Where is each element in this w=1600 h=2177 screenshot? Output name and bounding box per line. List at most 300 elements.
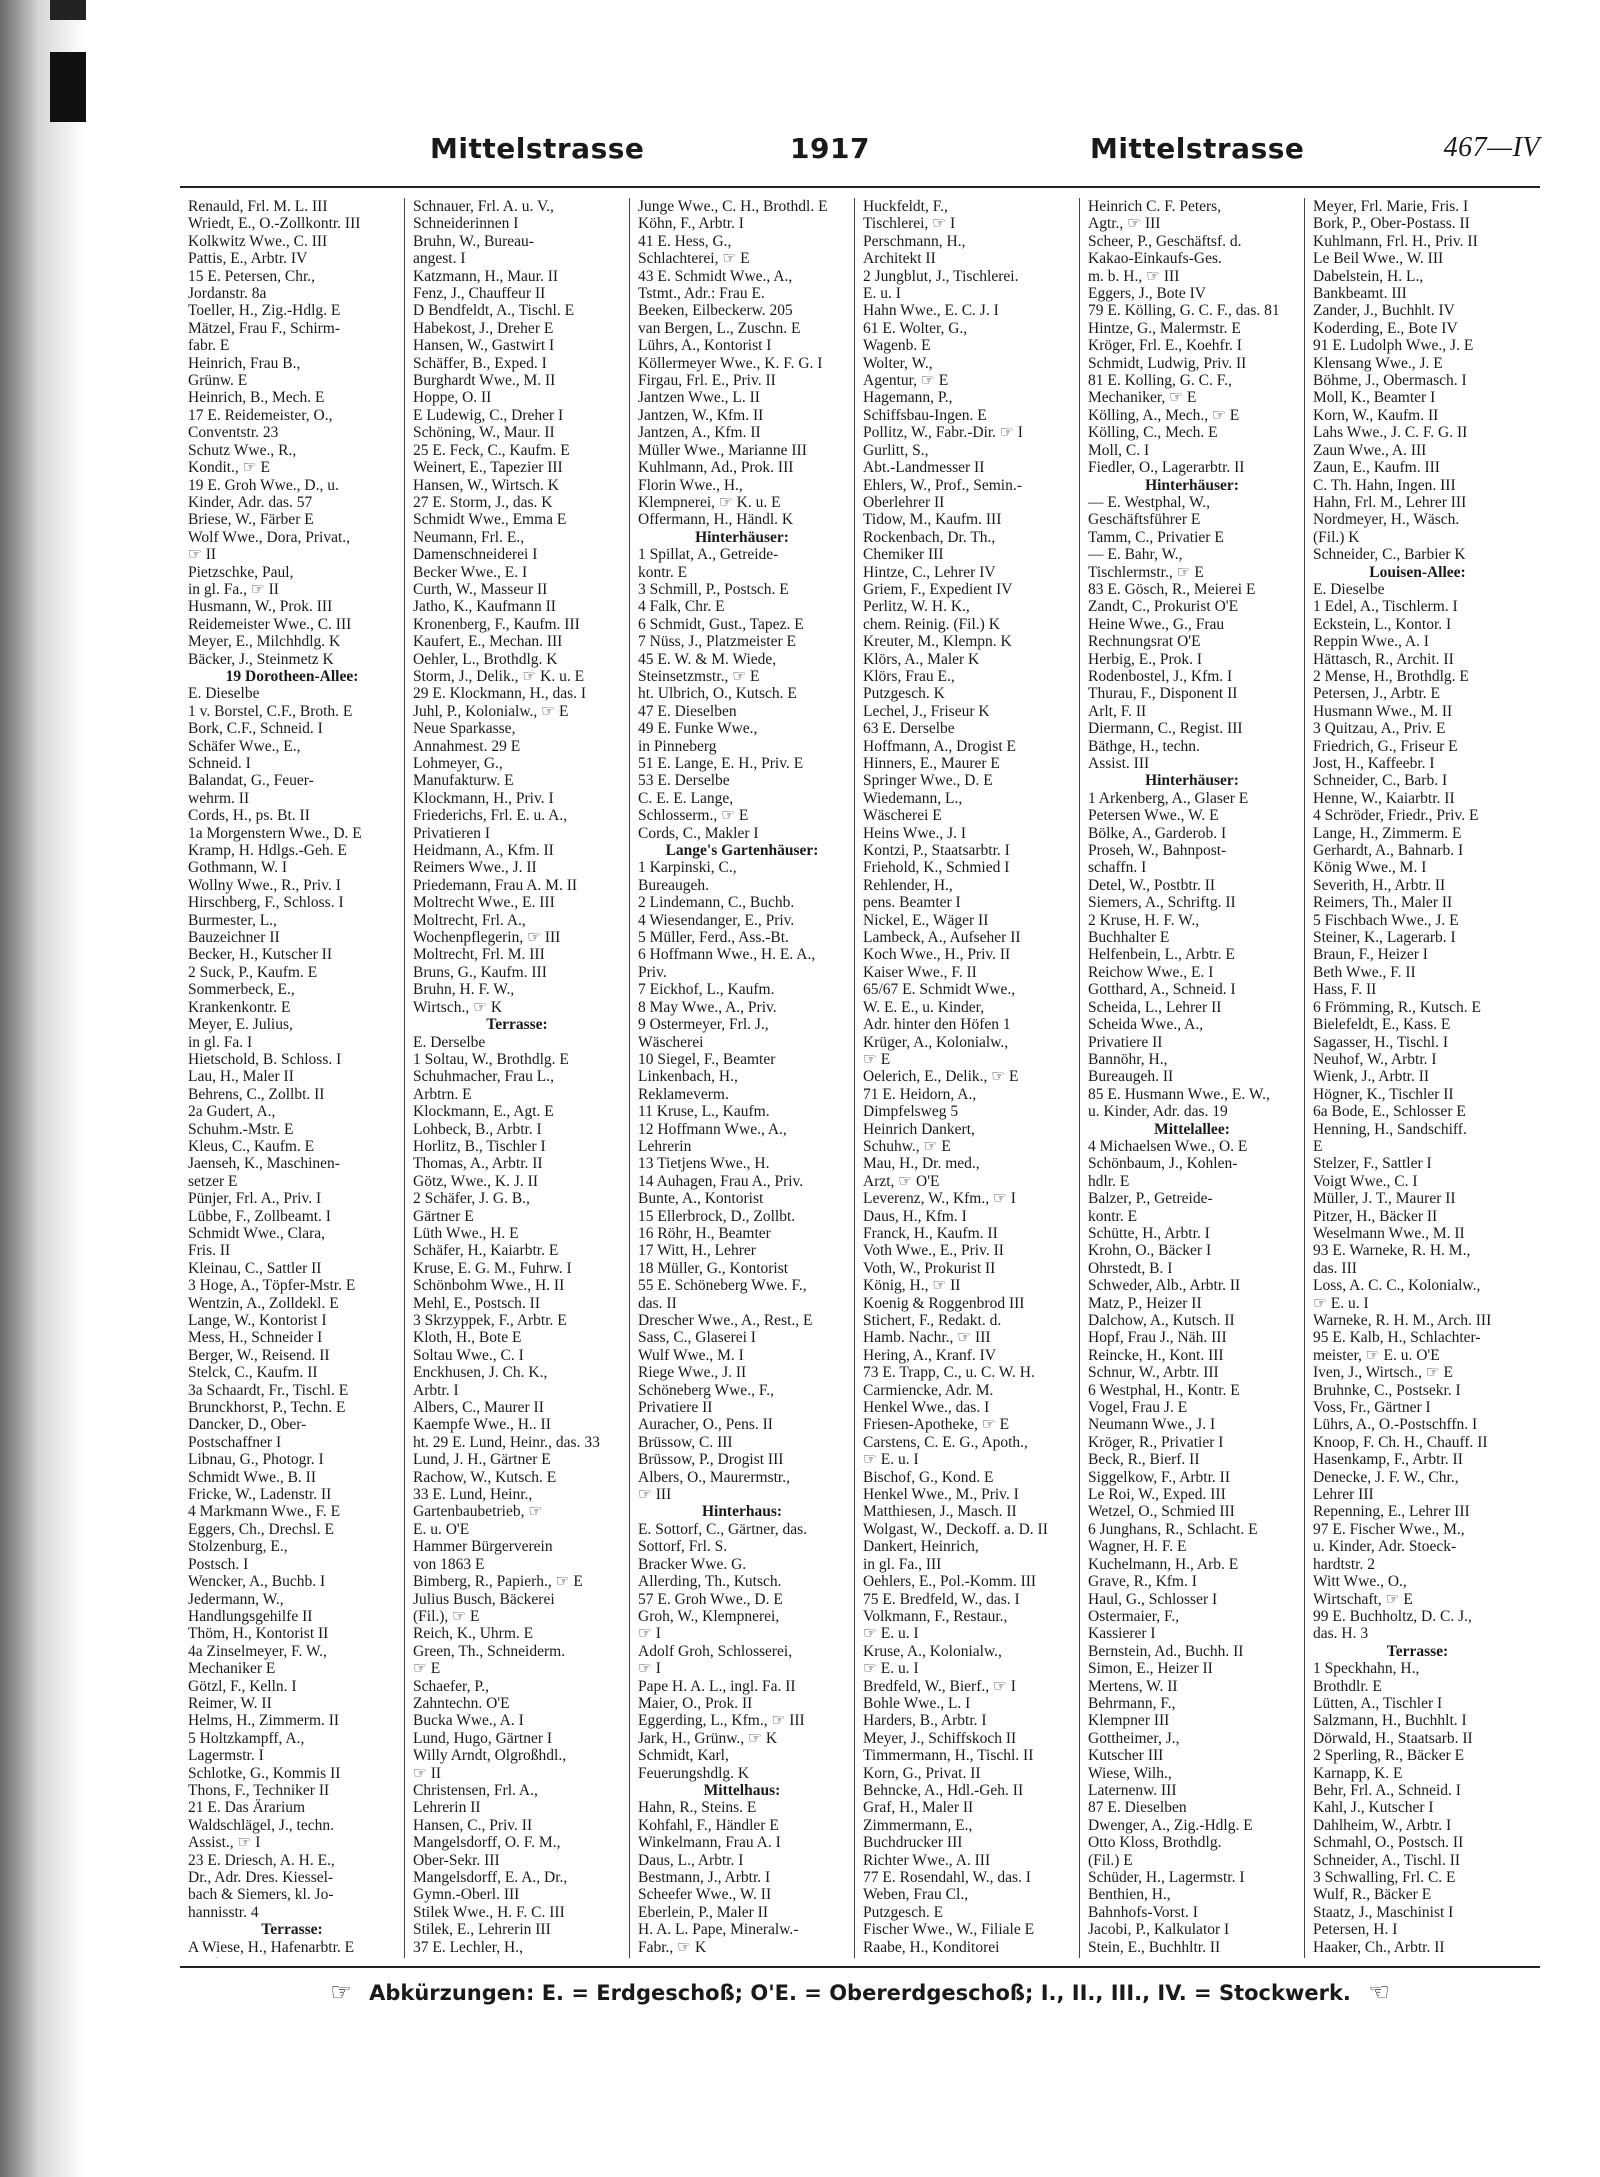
- directory-entry: chem. Reinig. (Fil.) K: [863, 615, 1000, 633]
- directory-entry: Rockenbach, Dr. Th.,: [863, 528, 996, 546]
- directory-entry: von 1863 E: [413, 1555, 485, 1573]
- directory-entry: König, H., ☞ II: [863, 1277, 961, 1295]
- directory-entry: Wencker, A., Buchb. I: [188, 1573, 326, 1591]
- directory-entry: 37 E. Lechler, H.,: [413, 1938, 523, 1956]
- directory-entry: Conventstr. 23: [188, 424, 279, 442]
- directory-entry: Architekt II: [863, 250, 936, 268]
- column-4: [855, 198, 1080, 1958]
- directory-entry: Jantzen Wwe., L. II: [638, 389, 760, 407]
- directory-entry: Briese, W., Färber E: [188, 511, 314, 529]
- directory-entry: 1 v. Borstel, C.F., Broth. E: [188, 702, 353, 720]
- directory-entry: Hietschold, B. Schloss. I: [188, 1050, 342, 1068]
- directory-entry: Schaefer, P.,: [413, 1677, 489, 1695]
- directory-entry: Kronenberg, F., Kaufm. III: [413, 615, 580, 633]
- directory-entry: 27 E. Storm, J., das. K: [413, 493, 553, 511]
- directory-entry: Voss, Fr., Gärtner I: [1313, 1399, 1431, 1417]
- directory-entry: Eckstein, L., Kontor. I: [1313, 615, 1452, 633]
- directory-entry: Volkmann, F., Restaur.,: [863, 1607, 1008, 1625]
- directory-entry: Matthiesen, J., Masch. II: [863, 1503, 1017, 1521]
- directory-entry: Kohfahl, F., Händler E: [638, 1816, 779, 1834]
- directory-entry: Balzer, P., Getreide-: [1088, 1190, 1213, 1208]
- page-binding-edge: [0, 0, 86, 2177]
- directory-entry: Brüssow, C. III: [638, 1433, 733, 1451]
- directory-entry: Fischer Wwe., W., Filiale E: [863, 1921, 1035, 1939]
- directory-entry: 3a Schaardt, Fr., Tischl. E: [188, 1381, 349, 1399]
- directory-entry: Mechaniker, ☞ E: [1088, 389, 1197, 407]
- directory-entry: E. Dieselbe: [1313, 580, 1385, 598]
- directory-page: [180, 120, 1540, 2060]
- directory-entry: Steinsetzmstr., ☞ E: [638, 667, 760, 685]
- directory-entry: Linkenbach, H.,: [638, 1068, 738, 1086]
- directory-entry: Le Roi, W., Exped. III: [1088, 1486, 1226, 1504]
- directory-entry: Wriedt, E., O.-Zollkontr. III: [188, 215, 361, 233]
- directory-entry: Schneid. I: [188, 755, 251, 772]
- directory-entry: Zahntechn. O'E: [413, 1694, 510, 1712]
- directory-entry: — E. Westphal, W.,: [1088, 493, 1211, 511]
- directory-entry: Maier, O., Prok. II: [638, 1694, 753, 1712]
- directory-entry: Thöm, H., Kontorist II: [188, 1625, 329, 1643]
- directory-entry: Cords, H., ps. Bt. II: [188, 807, 310, 825]
- directory-entry: Assist., ☞ I: [188, 1834, 261, 1852]
- directory-entry: Fenz, J., Chauffeur II: [413, 285, 546, 303]
- directory-entry: Henkel Wwe., M., Priv. I: [863, 1486, 1019, 1504]
- directory-entry: 87 E. Dieselben: [1088, 1799, 1187, 1817]
- directory-entry: Bischof, G., Kond. E: [863, 1468, 994, 1486]
- directory-entry: 9 Ostermeyer, Frl. J.,: [638, 1016, 769, 1034]
- directory-entry: 1 Edel, A., Tischlerm. I: [1313, 598, 1458, 616]
- directory-entry: Siggelkow, F., Arbtr. II: [1088, 1468, 1230, 1486]
- directory-entry: Schäffer, B., Exped. I: [413, 354, 547, 372]
- directory-entry: 2 Suck, P., Kaufm. E: [188, 963, 318, 981]
- directory-entry: Adr. hinter den Höfen 1: [863, 1016, 1011, 1034]
- directory-entry: [1088, 1956, 1296, 1958]
- directory-entry: Jantzen, W., Kfm. II: [638, 406, 764, 424]
- directory-entry: Firgau, Frl. E., Priv. II: [638, 372, 776, 390]
- directory-entry: Franck, H., Kaufm. II: [863, 1224, 998, 1242]
- directory-entry: Wirtsch., ☞ K: [413, 998, 503, 1016]
- directory-entry: m. b. H., ☞ III: [1088, 267, 1180, 285]
- directory-entry: 17 Witt, H., Lehrer: [638, 1242, 756, 1260]
- directory-entry: Hansen, W., Gastwirt I: [413, 337, 555, 355]
- directory-entry: Junge Wwe., C. H., Brothdl. E: [638, 198, 828, 215]
- directory-entry: Köllermeyer Wwe., K. F. G. I: [638, 354, 823, 372]
- directory-entry: Gottheimer, J.,: [1088, 1729, 1180, 1747]
- directory-entry: Reimers, Th., Maler II: [1313, 894, 1453, 912]
- directory-entry: Voth Wwe., E., Priv. II: [863, 1242, 1004, 1260]
- directory-entry: Buchhalter E: [1088, 929, 1170, 947]
- directory-entry: Bureaugeh.: [638, 876, 710, 894]
- directory-entry: Kaiser Wwe., F. II: [863, 963, 977, 981]
- directory-entry: Gartenbaubetrieb, ☞: [413, 1503, 543, 1521]
- directory-entry: ht. 29 E. Lund, Heinr., das. 33: [413, 1433, 600, 1451]
- directory-entry: Rodenbostel, J., Kfm. I: [1088, 667, 1233, 685]
- directory-entry: Stein, E., Buchhltr. II: [1088, 1938, 1221, 1956]
- directory-entry: 55 E. Schöneberg Wwe. F.,: [638, 1277, 807, 1295]
- directory-entry: Lohbeck, B., Arbtr. I: [413, 1120, 542, 1138]
- directory-entry: 99 E. Buchholtz, D. C. J.,: [1313, 1607, 1472, 1625]
- directory-entry: Lehrer III: [1313, 1486, 1374, 1504]
- directory-entry: Heinrich, B., Mech. E: [188, 389, 325, 407]
- directory-entry: Schlosserm., ☞ E: [638, 807, 749, 825]
- directory-entry: 1 Soltau, W., Brothdlg. E: [413, 1050, 569, 1068]
- directory-entry: ht. Ulbrich, O., Kutsch. E: [638, 685, 797, 703]
- directory-entry: Terrasse:: [486, 1016, 548, 1034]
- directory-entry: meister, ☞ E. u. O'E: [1313, 1346, 1440, 1364]
- directory-entry: Haaker, Ch., Arbtr. II: [1313, 1938, 1445, 1956]
- directory-entry: 15 Ellerbrock, D., Zollbt.: [638, 1207, 796, 1225]
- directory-entry: Storm, J., Delik., ☞ K. u. E: [413, 667, 585, 685]
- directory-entry: [188, 1956, 396, 1958]
- directory-entry: 2a Gudert, A.,: [188, 1103, 276, 1121]
- directory-entry: Kaufert, E., Mechan. III: [413, 633, 563, 651]
- directory-entry: Juhl, P., Kolonialw., ☞ E: [413, 702, 569, 720]
- directory-entry: Dahlheim, W., Arbtr. I: [1313, 1816, 1452, 1834]
- directory-entry: in gl. Fa., III: [863, 1555, 942, 1573]
- directory-entry: Klockmann, H., Priv. I: [413, 789, 554, 807]
- directory-entry: Jaenseh, K., Maschinen-: [188, 1155, 340, 1173]
- directory-entry: 95 E. Kalb, H., Schlachter-: [1313, 1329, 1481, 1347]
- directory-entry: Kleus, C., Kaufm. E: [188, 1137, 315, 1155]
- directory-entry: 3 Hoge, A., Töpfer-Mstr. E: [188, 1277, 356, 1295]
- abbreviations-text: Abkürzungen: E. = Erdgeschoß; O'E. = Obererdgeschoß; I., II., III., IV. = Stockwerk.: [369, 1981, 1351, 2005]
- directory-entry: Heinrich C. F. Peters,: [1088, 198, 1222, 215]
- directory-entry: Jost, H., Kaffeebr. I: [1313, 755, 1435, 772]
- directory-entry: Eggerding, L., Kfm., ☞ III: [638, 1712, 805, 1730]
- directory-entry: Bimberg, R., Papierh., ☞ E: [413, 1573, 583, 1591]
- directory-entry: Beck, R., Bierf. II: [1088, 1451, 1200, 1469]
- directory-entry: 17 E. Reidemeister, O.,: [188, 406, 333, 424]
- directory-entry: 77 E. Rosendahl, W., das. I: [863, 1869, 1031, 1886]
- directory-entry: 1a Morgenstern Wwe., D. E: [188, 824, 362, 842]
- directory-entry: Katzmann, H., Maur. II: [413, 267, 559, 285]
- directory-entry: Wirtschaft, ☞ E: [1313, 1590, 1413, 1608]
- directory-entry: Repenning, E., Lehrer III: [1313, 1503, 1470, 1521]
- directory-entry: Schönbaum, J., Kohlen-: [1088, 1155, 1238, 1173]
- directory-entry: Koch Wwe., H., Priv. II: [863, 946, 1011, 964]
- directory-entry: das. III: [1313, 1259, 1357, 1277]
- directory-entry: E. Dieselbe: [188, 685, 260, 703]
- directory-entry: Stilek, E., Lehrerin III: [413, 1921, 551, 1939]
- directory-entry: H. A. L. Pape, Mineralw.-: [638, 1921, 799, 1939]
- directory-entry: 29 E. Klockmann, H., das. I: [413, 685, 587, 703]
- directory-entry: Bruhnke, C., Postsekr. I: [1313, 1381, 1461, 1399]
- directory-entry: Schuhmacher, Frau L.,: [413, 1068, 554, 1086]
- directory-entry: Lund, J. H., Gärtner E: [413, 1451, 551, 1469]
- directory-entry: Beeken, Eilbeckerw. 205: [638, 302, 793, 320]
- directory-entry: Priedemann, Frau A. M. II: [413, 876, 578, 894]
- directory-entry: Oehlers, E., Pol.-Komm. III: [863, 1573, 1037, 1591]
- directory-entry: schaffn. I: [1088, 859, 1147, 877]
- directory-entry: Oehler, L., Brothdlg. K: [413, 650, 558, 668]
- binding-mark: [50, 52, 86, 122]
- directory-entry: Postsch. I: [188, 1555, 249, 1573]
- directory-entry: 57 E. Groh Wwe., D. E: [638, 1590, 783, 1608]
- directory-entry: Klensang Wwe., J. E: [1313, 354, 1443, 372]
- directory-entry: Hirschberg, F., Schloss. I: [188, 894, 344, 912]
- directory-entry: Pattis, E., Arbtr. IV: [188, 250, 308, 268]
- directory-entry: Gymn.-Oberl. III: [413, 1886, 520, 1904]
- directory-entry: [863, 1956, 1071, 1958]
- directory-entry: Toeller, H., Zig.-Hdlg. E: [188, 302, 341, 320]
- directory-entry: Scheer, P., Geschäftsf. d.: [1088, 232, 1242, 250]
- directory-entry: Pietzschke, Paul,: [188, 563, 294, 581]
- directory-entry: Privatiere II: [1088, 1033, 1163, 1051]
- directory-entry: Green, Th., Schneiderm.: [413, 1642, 566, 1660]
- directory-entry: Dwenger, A., Zig.-Hdlg. E: [1088, 1816, 1253, 1834]
- directory-entry: 6 Westphal, H., Kontr. E: [1088, 1381, 1240, 1399]
- directory-entry: Laternenw. III: [1088, 1781, 1177, 1799]
- directory-entry: Wagner, H. F. E: [1088, 1538, 1187, 1556]
- year-title: 1917: [790, 132, 870, 165]
- directory-entry: Jacobi, P., Kalkulator I: [1088, 1921, 1230, 1939]
- directory-entry: 4 Falk, Chr. E: [638, 598, 725, 616]
- directory-entry: Wochenpflegerin, ☞ III: [413, 929, 561, 947]
- directory-entry: Neuhof, W., Arbtr. I: [1313, 1050, 1437, 1068]
- directory-entry: Hintze, G., Malermstr. E: [1088, 319, 1241, 337]
- directory-entry: Heidmann, A., Kfm. II: [413, 842, 554, 860]
- column-5: [1080, 198, 1305, 1958]
- directory-entry: Horlitz, B., Tischler I: [413, 1137, 546, 1155]
- directory-entry: Friederichs, Frl. E. u. A.,: [413, 807, 568, 825]
- directory-entry: 47 E. Dieselben: [638, 702, 737, 720]
- directory-entry: das. H. 3: [1313, 1625, 1369, 1643]
- directory-entry: Bork, C.F., Schneid. I: [188, 720, 323, 738]
- directory-entry: Huckfeldt, F.,: [863, 198, 948, 215]
- directory-entry: — E. Bahr, W.,: [1088, 546, 1183, 564]
- directory-entry: 19 Dorotheen-Allee:: [225, 667, 359, 685]
- directory-entry: Friedrich, G., Friseur E: [1313, 737, 1458, 755]
- directory-entry: Kramp, H. Hdlgs.-Geh. E: [188, 842, 347, 860]
- directory-entry: Lagermstr. I: [188, 1747, 264, 1765]
- pointing-hand-icon: ☞: [330, 1978, 352, 2006]
- directory-entry: Staatz, J., Maschinist I: [1313, 1903, 1454, 1921]
- directory-entry: Denecke, J. F. W., Chr.,: [1313, 1468, 1459, 1486]
- directory-entry: 12 Hoffmann Wwe., A.,: [638, 1120, 787, 1138]
- directory-entry: ☞ II: [188, 546, 217, 564]
- directory-entry: Tstmt., Adr.: Frau E.: [638, 285, 765, 303]
- directory-entry: van Bergen, L., Zuschn. E: [638, 319, 801, 337]
- directory-entry: Burmester, L.,: [188, 911, 277, 929]
- directory-entry: [638, 1956, 846, 1958]
- directory-entry: Gärtner E: [413, 1207, 474, 1225]
- directory-entry: kontr. E: [1088, 1207, 1138, 1225]
- directory-entry: 7 Eickhof, L., Kaufm.: [638, 981, 775, 999]
- directory-entry: Kölling, C., Mech. E: [1088, 424, 1218, 442]
- directory-entry: Hinterhäuser:: [695, 528, 789, 546]
- directory-entry: Mess, H., Schneider I: [188, 1329, 323, 1347]
- directory-entry: Weben, Frau Cl.,: [863, 1886, 969, 1904]
- directory-entry: Meyer, E. Julius,: [188, 1016, 293, 1034]
- directory-entry: 97 E. Fischer Wwe., M.,: [1313, 1520, 1465, 1538]
- directory-entry: 33 E. Lund, Heinr.,: [413, 1486, 533, 1504]
- directory-entry: C. Th. Hahn, Ingen. III: [1313, 476, 1456, 494]
- directory-entry: 8 May Wwe., A., Priv.: [638, 998, 777, 1016]
- directory-entry: Carmiencke, Adr. M.: [863, 1381, 994, 1399]
- footer-rule: [180, 1966, 1540, 1968]
- directory-entry: 21 E. Das Ärarium: [188, 1799, 306, 1817]
- directory-entry: Kaempfe Wwe., H.. II: [413, 1416, 551, 1434]
- directory-entry: Klempnerei, ☞ K. u. E: [638, 493, 781, 511]
- directory-entry: Bork, P., Ober-Postass. II: [1313, 215, 1470, 233]
- directory-entry: Simon, E., Heizer II: [1088, 1660, 1213, 1678]
- directory-entry: 4 Wiesendanger, E., Priv.: [638, 911, 795, 929]
- directory-entry: Koderding, E., Bote IV: [1313, 319, 1458, 337]
- directory-entry: Gurlitt, S.,: [863, 441, 929, 459]
- directory-entry: Mertens, W. II: [1088, 1677, 1178, 1695]
- directory-entry: Diermann, C., Regist. III: [1088, 720, 1243, 738]
- directory-entry: Reincke, H., Kont. III: [1088, 1346, 1224, 1364]
- directory-entry: Annahmest. 29 E: [413, 737, 521, 755]
- directory-entry: Lehrerin II: [413, 1799, 481, 1817]
- directory-entry: Reich, K., Uhrm. E: [413, 1625, 534, 1643]
- directory-entry: Wienk, J., Arbtr. II: [1313, 1068, 1430, 1086]
- directory-entry: Ostermaier, F.,: [1088, 1607, 1180, 1625]
- directory-entry: Auracher, O., Pens. II: [638, 1416, 773, 1434]
- directory-entry: Lüth Wwe., H. E: [413, 1224, 519, 1242]
- directory-entry: Oelerich, E., Delik., ☞ E: [863, 1068, 1019, 1086]
- directory-entry: Hintze, C., Lehrer IV: [863, 563, 996, 581]
- directory-entry: Bestmann, J., Arbtr. I: [638, 1869, 771, 1886]
- directory-entry: Karnapp, K. E: [1313, 1764, 1403, 1782]
- directory-entry: 3 Schwalling, Frl. C. E: [1313, 1869, 1456, 1886]
- directory-entry: pens. Beamter I: [863, 894, 961, 912]
- directory-entry: 6 Frömming, R., Kutsch. E: [1313, 998, 1481, 1016]
- directory-entry: Steiner, K., Lagerarb. I: [1313, 929, 1456, 947]
- directory-entry: Lührs, A., Kontorist I: [638, 337, 772, 355]
- directory-entry: Neumann, Frl. E.,: [413, 528, 525, 546]
- directory-entry: Priv.: [638, 963, 667, 981]
- directory-entry: Klörs, Frau E.,: [863, 667, 955, 685]
- directory-entry: Hahn Wwe., E. C. J. I: [863, 302, 999, 320]
- directory-entry: Bölke, A., Garderob. I: [1088, 824, 1227, 842]
- directory-entry: Behrmann, F.,: [1088, 1694, 1176, 1712]
- directory-entry: fabr. E: [188, 337, 230, 355]
- directory-entry: 93 E. Warneke, R. H. M.,: [1313, 1242, 1471, 1260]
- directory-entry: Hansen, C., Priv. II: [413, 1816, 533, 1834]
- page-number: 467—IV: [1443, 132, 1540, 163]
- directory-entry: Adolf Groh, Schlosserei,: [638, 1642, 793, 1660]
- directory-entry: 1 Arkenberg, A., Glaser E: [1088, 789, 1249, 807]
- directory-entry: Buchdrucker III: [863, 1834, 963, 1852]
- directory-entry: Heine Wwe., G., Frau: [1088, 615, 1225, 633]
- directory-entry: Kondit., ☞ E: [188, 459, 270, 477]
- directory-entry: Reimer, W. II: [188, 1694, 272, 1712]
- directory-entry: Weinert, E., Tapezier III: [413, 459, 563, 477]
- directory-entry: Privatieren I: [413, 824, 491, 842]
- directory-entry: Julius Busch, Bäckerei: [413, 1590, 555, 1608]
- directory-entry: Abt.-Landmesser II: [863, 459, 985, 477]
- directory-entry: Lambeck, A., Aufseher II: [863, 929, 1021, 947]
- directory-entry: Sommerbeck, E.,: [188, 981, 295, 999]
- directory-entry: 79 E. Kölling, G. C. F., das. 81: [1088, 302, 1280, 320]
- directory-entry: Terrasse:: [261, 1921, 323, 1939]
- directory-entry: ☞ E. u. I: [863, 1625, 919, 1643]
- directory-entry: Meyer, E., Milchhdlg. K: [188, 633, 341, 651]
- directory-entry: 7 Nüss, J., Platzmeister E: [638, 633, 796, 651]
- directory-entry: kontr. E: [638, 563, 688, 581]
- pointing-hand-icon: ☜: [1368, 1978, 1390, 2006]
- directory-entry: 13 Tietjens Wwe., H.: [638, 1155, 770, 1173]
- directory-entry: Wiedemann, L.,: [863, 789, 963, 807]
- directory-entry: Dankert, Heinrich,: [863, 1538, 979, 1556]
- directory-entry: Ober-Sekr. III: [413, 1851, 500, 1869]
- directory-entry: Heins Wwe., J. I: [863, 824, 967, 842]
- directory-entry: Otto Kloss, Brothdlg.: [1088, 1834, 1222, 1852]
- directory-entry: Behncke, A., Hdl.-Geh. II: [863, 1781, 1024, 1799]
- directory-entry: Burghardt Wwe., M. II: [413, 372, 556, 390]
- directory-entry: Reppin Wwe., A. I: [1313, 633, 1429, 651]
- directory-entry: Albers, O., Maurermstr.,: [638, 1468, 790, 1486]
- directory-entry: angest. I: [413, 250, 466, 268]
- directory-entry: Jedermann, W.,: [188, 1590, 284, 1608]
- directory-entry: Schäfer Wwe., E.,: [188, 737, 301, 755]
- directory-entry: Gotthard, A., Schneid. I: [1088, 981, 1236, 999]
- directory-entry: Kutscher III: [1088, 1747, 1164, 1765]
- directory-entry: Knoop, F. Ch. H., Chauff. II: [1313, 1433, 1488, 1451]
- directory-entry: ☞ E: [863, 1050, 891, 1068]
- directory-entry: Reimers Wwe., J. II: [413, 859, 537, 877]
- directory-entry: Warneke, R. H. M., Arch. III: [1313, 1312, 1492, 1329]
- directory-entry: Waldschlägel, J., techn.: [188, 1816, 334, 1834]
- directory-entry: E: [1313, 1137, 1323, 1155]
- directory-entry: Louisen-Allee:: [1369, 563, 1466, 581]
- directory-entry: Ohrstedt, B. I: [1088, 1259, 1173, 1277]
- directory-entry: Hansen, W., Wirtsch. K: [413, 476, 559, 494]
- directory-entry: Bruhn, W., Bureau-: [413, 232, 534, 250]
- directory-entry: Hoppe, O. II: [413, 389, 492, 407]
- directory-entry: Perlitz, W. H. K.,: [863, 598, 970, 616]
- directory-entry: Hinners, E., Maurer E: [863, 755, 1000, 772]
- directory-entry: Enckhusen, J. Ch. K.,: [413, 1364, 548, 1382]
- directory-entry: u. Kinder, Adr. das. 19: [1088, 1103, 1228, 1121]
- directory-entry: Schneiderinnen I: [413, 215, 519, 233]
- directory-entry: 41 E. Hess, G.,: [638, 232, 732, 250]
- directory-entry: Kleinau, C., Sattler II: [188, 1259, 322, 1277]
- directory-entry: Eggers, J., Bote IV: [1088, 285, 1206, 303]
- directory-entry: Heinrich, Frau B.,: [188, 354, 301, 372]
- directory-entry: Fabr., ☞ K: [638, 1938, 707, 1956]
- directory-entry: Loss, A. C. C., Kolonialw.,: [1313, 1277, 1481, 1295]
- directory-entry: Agentur, ☞ E: [863, 372, 949, 390]
- directory-entry: wehrm. II: [188, 789, 250, 807]
- directory-entry: Hering, A., Kranf. IV: [863, 1346, 997, 1364]
- directory-entry: Balandat, G., Feuer-: [188, 772, 314, 790]
- directory-entry: Cords, C., Makler I: [638, 824, 759, 842]
- directory-entry: Hagemann, P.,: [863, 389, 953, 407]
- directory-entry: Haul, G., Schlosser I: [1088, 1590, 1218, 1608]
- directory-entry: Bäthge, H., techn.: [1088, 737, 1200, 755]
- directory-entry: Postschaffner I: [188, 1433, 282, 1451]
- directory-entry: Nickel, E., Wäger II: [863, 911, 989, 929]
- directory-entry: König Wwe., M. I: [1313, 859, 1427, 877]
- directory-entry: Riege Wwe., J. II: [638, 1364, 747, 1382]
- directory-entry: Schütte, H., Arbtr. I: [1088, 1224, 1210, 1242]
- binding-mark-top: [50, 0, 86, 20]
- directory-entry: Brothdlr. E: [1313, 1677, 1382, 1695]
- directory-entry: Schlotke, G., Kommis II: [188, 1764, 341, 1782]
- directory-entry: hdlr. E: [1088, 1172, 1130, 1190]
- directory-entry: Florin Wwe., H.,: [638, 476, 743, 494]
- directory-entry: Beth Wwe., F. II: [1313, 963, 1416, 981]
- directory-entry: Koenig & Roggenbrod III: [863, 1294, 1025, 1312]
- directory-entry: Oberlehrer II: [863, 493, 945, 511]
- directory-entry: Herbig, E., Prok. I: [1088, 650, 1203, 668]
- column-1: [180, 198, 405, 1958]
- directory-entry: Bruns, G., Kaufm. III: [413, 963, 547, 981]
- directory-entry: Brüssow, P., Drogist III: [638, 1451, 784, 1469]
- directory-entry: A Wiese, H., Hafenarbtr. E: [188, 1938, 355, 1956]
- directory-entry: Wollny Wwe., R., Priv. I: [188, 876, 341, 894]
